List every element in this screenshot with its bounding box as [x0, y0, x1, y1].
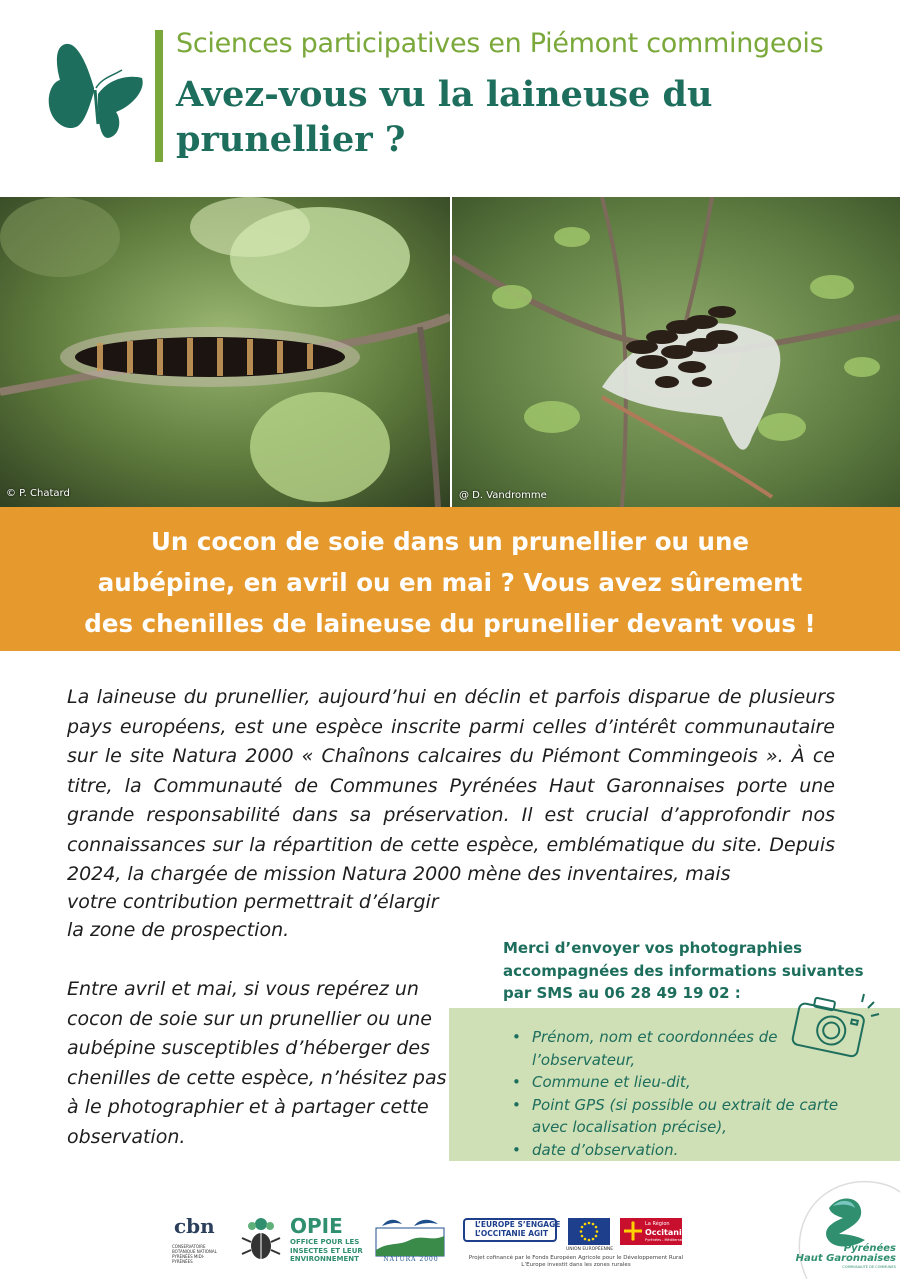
cbn-logo: cbn [174, 1214, 215, 1238]
list-item: • Point GPS (si possible ou extrait de carte avec localisation précise), [510, 1094, 855, 1139]
pyrenees-logo-line-2: Haut Garonnaises [795, 1253, 896, 1264]
opie-logo-title: OPIE [290, 1214, 343, 1238]
opie-logo-subtitle: OFFICE POUR LES INSECTES ET LEUR ENVIRONNEMENT [290, 1238, 363, 1263]
observation-paragraph: Entre avril et mai, si vous repérez un cocon de soie sur un prunellier ou une aubépine susceptibles d’héberger des chenilles de cette espèce, n’hésitez pas à le photographier et à partager cette observation. [67, 978, 447, 1148]
europe-engage-line-1: L’EUROPE S’ENGAGE [475, 1220, 561, 1229]
eu-flag-icon [568, 1218, 610, 1245]
occitanie-line-2: Occitanie [645, 1228, 688, 1237]
occitanie-line-1: La Région [645, 1221, 670, 1227]
intro-paragraph-tail-1: votre contribution permettrait d’élargir [67, 891, 439, 913]
highlight-band [0, 507, 900, 651]
list-item: • date d’observation. [510, 1139, 855, 1162]
highlight-line-1: Un cocon de soie dans un prunellier ou une [150, 527, 750, 556]
highlight-text [20, 521, 880, 644]
highlight-line-2: aubépine, en avril ou en mai ? Vous avez sûrement [97, 568, 803, 597]
list-item: • Commune et lieu-dit, [510, 1071, 855, 1094]
page-subtitle: Sciences participatives en Piémont commingeois [176, 28, 824, 59]
info-list [510, 1026, 855, 1161]
eu-label: UNION EUROPÉENNE [566, 1247, 614, 1252]
page-title: Avez-vous vu la laineuse du prunellier ? [176, 74, 713, 160]
opie-beetle-icon [238, 1216, 284, 1262]
natura-2000-text: NATURA 2000 [383, 1256, 439, 1263]
intro-paragraph-tail-2: la zone de prospection. [67, 919, 290, 941]
list-item: • Prénom, nom et coordonnées de l’observateur, [510, 1026, 855, 1071]
contact-intro: Merci d’envoyer vos photographies accompagnées des informations suivantes par SMS au 06 28 49 19 02 : [503, 939, 864, 1002]
header-accent-bar [155, 30, 163, 162]
highlight-line-3: des chenilles de laineuse du prunellier devant vous ! [84, 609, 816, 638]
caterpillar-photo [0, 197, 450, 507]
funding-note: Projet cofinancé par le Fonds Européen Agricole pour le Développement Rural L’Europe investit dans les zones rurales [468, 1255, 684, 1268]
photo-credit-left: © P. Chatard [6, 488, 70, 499]
europe-engage-line-2: L’OCCITANIE AGIT [475, 1229, 549, 1238]
occitanie-line-3: Pyrénées - Méditerranée [645, 1238, 688, 1242]
pyrenees-logo-line-1: Pyrénées [843, 1243, 896, 1254]
occitan-cross-icon [624, 1221, 642, 1241]
cocoon-photo [452, 197, 900, 507]
cbn-logo-text: CONSERVATOIRE BOTANIQUE NATIONAL PYRÉNÉES MIDI-PYRÉNÉES [172, 1244, 217, 1264]
butterfly-icon [46, 40, 146, 144]
pyrenees-logo-line-3: COMMUNAUTÉ DE COMMUNES [842, 1265, 896, 1269]
intro-paragraph: La laineuse du prunellier, aujourd’hui en déclin et parfois disparue de plusieurs pays européens, est une espèce inscrite parmi celles d’intérêt communautaire sur le site Natura 2000 « Chaînons calcaires du Piémont Commingeois ». À ce titre, la Communauté de Communes Pyrénées Haut Garonnaises porte une grande responsabilité dans sa préservation. Il est crucial d’approfondir nos connaissances sur la répartition de cette espèce, emblématique du site. Depuis 2024, la chargée de mission Natura 2000 mène des inventaires, mais [67, 686, 835, 885]
photo-credit-right: @ D. Vandromme [459, 490, 547, 501]
